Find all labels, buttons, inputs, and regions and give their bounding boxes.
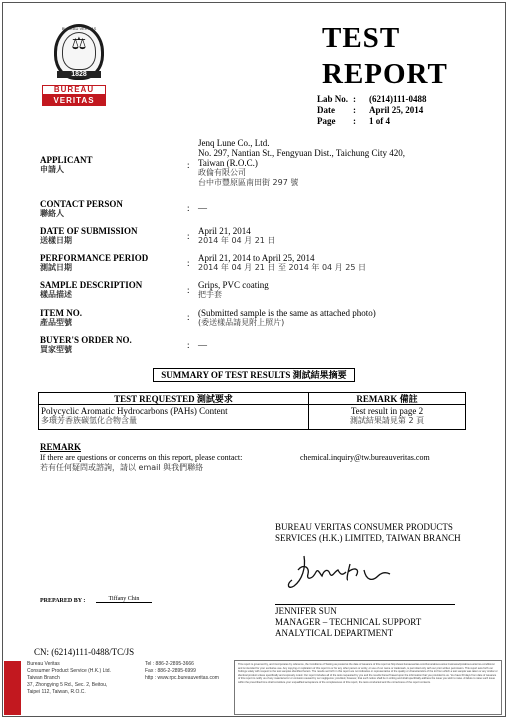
applicant-label: APPLICANT 申請人 (40, 155, 93, 174)
signoff-company: BUREAU VERITAS CONSUMER PRODUCTS SERVICES (H.K.) LIMITED, TAIWAN BRANCH (275, 522, 461, 543)
col-remark: REMARK 備註 (309, 393, 465, 405)
date-label: Date (317, 105, 335, 115)
buyer-label: BUYER'S ORDER NO. 買家型號 (40, 335, 132, 354)
lab-no-label: Lab No. (317, 94, 349, 104)
report-page (2, 2, 506, 717)
contact-value: — (198, 203, 207, 213)
report-meta: Lab No. : (6214)111-0488 Date : April 25, 2014 Page : 1 of 4 (317, 94, 427, 126)
footer-contact: Tel : 886-2-2895-3666 Fax : 886-2-2895-6999 http : www.rpc.bureauveritas.com (145, 661, 219, 681)
applicant-value: Jenq Lune Co., Ltd. No. 297, Nantian St., Fengyuan Dist., Taichung City 420, Taiwan (R.O.C.) 政倫有限公司 台中市豐原區南田街 297 號 (198, 138, 405, 187)
table-row-test: Polycyclic Aromatic Hydrocarbons (PAHs) Content 多環芳香族碳氫化合物含量 (41, 406, 228, 425)
sample-label: SAMPLE DESCRIPTION 樣品描述 (40, 280, 143, 299)
report-title-line1: TEST (322, 22, 401, 54)
footer-address: Bureau Veritas Consumer Product Service (H.K.) Ltd. Taiwan Branch 37, Zhongying 5 Rd., Sec. 2, Beitou, Taipei 112, Taiwan, R.O.C. (27, 661, 111, 695)
report-title-line2: REPORT (322, 58, 448, 90)
remark-title: REMARK (40, 442, 81, 452)
col-test-requested: TEST REQUESTED 測試要求 (39, 393, 308, 405)
table-row-remark: Test result in page 2 測試結果請見第 2 頁 (349, 406, 425, 425)
prepared-by-name: Tiffany Chin (96, 596, 152, 603)
page-label: Page (317, 116, 336, 126)
summary-table (38, 392, 466, 430)
date-value: April 25, 2014 (369, 105, 424, 115)
footer-brand-bar (4, 661, 21, 715)
buyer-value: — (198, 340, 207, 350)
contact-label: CONTACT PERSON 聯絡人 (40, 199, 123, 218)
signature-line (275, 604, 455, 605)
submission-value: April 21, 2014 2014 年 04 月 21 日 (198, 226, 276, 245)
submission-label: DATE OF SUBMISSION 送樣日期 (40, 226, 138, 245)
handwritten-signature (286, 550, 396, 594)
summary-title: SUMMARY OF TEST RESULTS 測試結果摘要 (153, 368, 355, 382)
item-label: ITEM NO. 產品型號 (40, 308, 83, 327)
period-value: April 21, 2014 to April 25, 2014 2014 年 04 月 21 日 至 2014 年 04 月 25 日 (198, 253, 366, 272)
brand-name-bottom: VERITAS (42, 95, 106, 106)
brand-name-top: BUREAU (42, 85, 106, 95)
prepared-by-label: PREPARED BY : (40, 598, 86, 604)
item-value: (Submitted sample is the same as attached photo) (委送樣品請見附上照片) (198, 308, 376, 327)
seal-emblem-icon: ⚖ (71, 34, 87, 54)
footer-legal-notice: This report is governed by, and incorporates by reference, the Conditions of Testing as posted at the date of issuance of this report at http://www.bureauveritas.com/home/about-us/our-business/cps/about-us/terms-conditions/ and is intended for your exclusive use. Any copying or replication of this report to or for any other person or entity, or use of our name or trademark, is permitted only with our prior written permission. This report sets forth our findings solely with respect to the test samples identified herein. The results set forth in this report are not indicative or representative of the quality or characteristics of the lot from which a test sample was taken or any similar or identical product unless specifically and expressly noted. Our report includes all of the tests requested by you and the results thereof based upon the information that you provided to us. You have 60 days from date of issuance of this report to notify us of any material error or omission caused by our negligence; provided, however, that such notice shall be in writing and shall specifically address the issue you wish to raise. A failure to raise such issue within the prescribed time shall constitute your unqualified acceptance of the completeness of this report, the tests conducted and the correctness of the report contents. (234, 660, 502, 715)
contact-email-link[interactable]: chemical.inquiry@tw.bureauveritas.com (300, 453, 430, 462)
remark-text: If there are questions or concerns on this report, please contact: 若有任何疑問或諮詢，請以 email 與我們聯絡 (40, 453, 243, 472)
signer-info: JENNIFER SUN MANAGER – TECHNICAL SUPPORT ANALYTICAL DEPARTMENT (275, 606, 422, 638)
seal-year: 1828 (57, 71, 101, 78)
bureau-veritas-seal-logo (54, 24, 104, 80)
sample-value: Grips, PVC coating 把手套 (198, 280, 269, 299)
period-label: PERFORMANCE PERIOD 測試日期 (40, 253, 149, 272)
seal-text: BUREAU VERITAS (61, 26, 97, 31)
page-value: 1 of 4 (369, 116, 390, 126)
lab-no-value: (6214)111-0488 (369, 94, 427, 104)
cn-number: CN: (6214)111-0488/TC/JS (34, 647, 135, 657)
